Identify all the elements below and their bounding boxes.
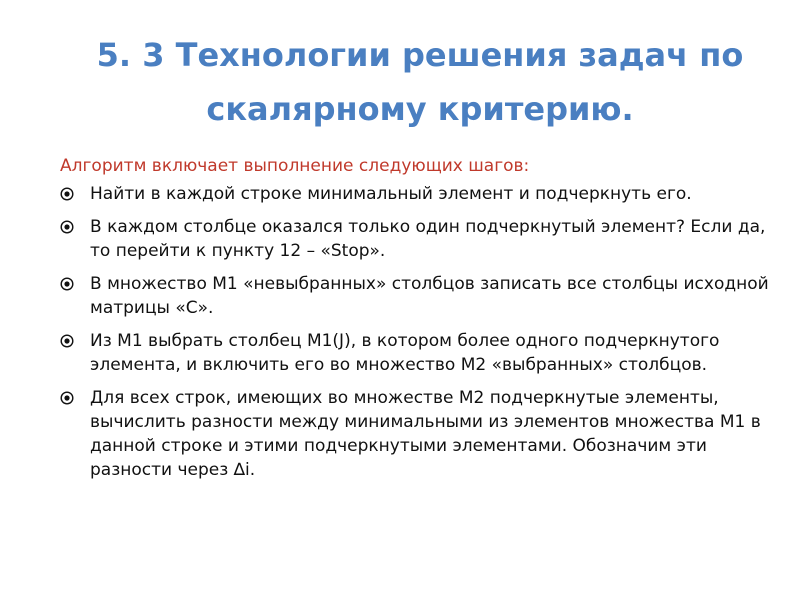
list-item — [60, 386, 770, 482]
bullet-text: Для всех строк, имеющих во множестве М2 подчеркнутые элементы, вычислить разности между минимальными из элементов множества М1 в данной строке и этими подчеркнутыми элементами. Обозначим эти разности через ∆i. — [90, 388, 761, 480]
target-bullet-icon — [60, 391, 74, 405]
bullet-text: В каждом столбце оказался только один подчеркнутый элемент? Если да, то перейти к пункту 12 – «Stop». — [90, 217, 766, 261]
list-item — [60, 329, 770, 377]
target-bullet-icon — [60, 187, 74, 201]
slide-content — [60, 154, 770, 491]
list-item — [60, 182, 770, 206]
bullet-text: Из М1 выбрать столбец М1(J), в котором более одного подчеркнутого элемента, и включить его во множество М2 «выбранных» столбцов. — [90, 331, 720, 375]
target-bullet-icon — [60, 277, 74, 291]
bullet-text: В множество М1 «невыбранных» столбцов записать все столбцы исходной матрицы «С». — [90, 274, 769, 318]
bullet-list — [60, 182, 770, 482]
intro-text: Алгоритм включает выполнение следующих шагов: — [60, 156, 530, 176]
bullet-text: Найти в каждой строке минимальный элемент и подчеркнуть его. — [90, 184, 692, 204]
slide-title: 5. 3 Технологии решения задач по скалярному критерию. — [96, 36, 744, 128]
target-bullet-icon — [60, 334, 74, 348]
target-bullet-icon — [60, 220, 74, 234]
list-item — [60, 215, 770, 263]
list-item — [60, 272, 770, 320]
